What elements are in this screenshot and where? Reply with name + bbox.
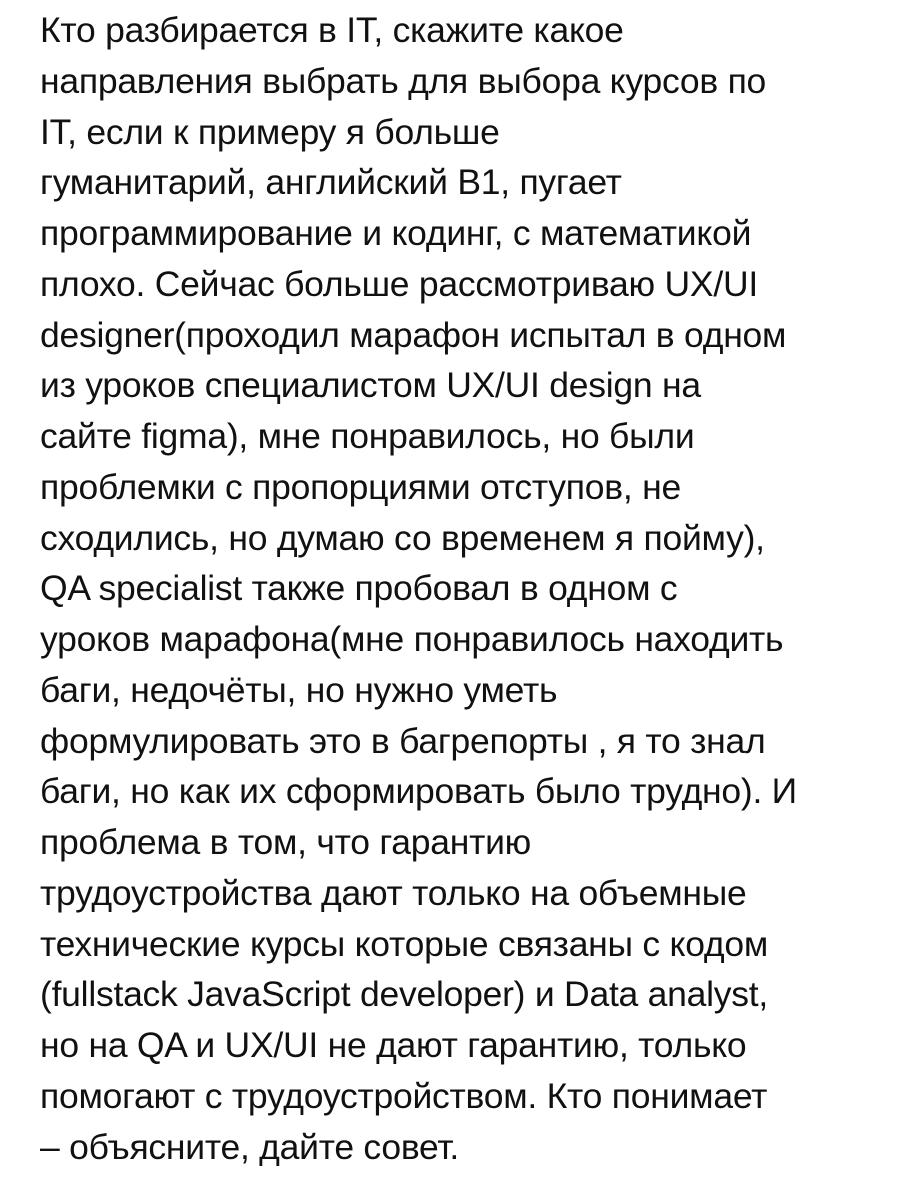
- text-line: сайте figma), мне понравилось, но были: [40, 416, 695, 456]
- post-text: [40, 0, 919, 1172]
- text-line: QA specialist также пробовал в одном с: [40, 568, 678, 609]
- text-line: (fullstack JavaScript developer) и Data analyst,: [40, 974, 769, 1015]
- text-line: направления выбрать для выбора курсов по: [40, 60, 767, 101]
- text-line: технические курсы которые связаны с кодом: [40, 923, 769, 964]
- text-line: формулировать это в багрепорты , я то знал: [40, 720, 766, 761]
- text-line: сходились, но думаю со временем я пойму),: [40, 517, 765, 558]
- text-line: проблема в том, что гарантию: [40, 822, 532, 862]
- text-line: проблемки с пропорциями отступов, не: [40, 466, 681, 507]
- text-line: баги, недочёты, но нужно уметь: [40, 669, 558, 710]
- text-line: Кто разбирается в IT, скажите какое: [40, 10, 624, 50]
- text-line: уроков марафона(мне понравилось находить: [40, 619, 784, 659]
- text-line: гуманитарий, английский B1, пугает: [40, 162, 622, 203]
- text-line: трудоустройства дают только на объемные: [40, 872, 747, 913]
- text-line: плохо. Сейчас больше рассмотриваю UX/UI: [40, 263, 758, 304]
- text-line: IT, если к примеру я больше: [40, 111, 500, 152]
- text-line: но на QA и UX/UI не дают гарантию, только: [40, 1025, 747, 1065]
- text-line: баги, но как их сформировать было трудно). И: [40, 771, 797, 812]
- text-line: – объясните, дайте совет.: [40, 1126, 460, 1167]
- text-line: из уроков специалистом UX/UI design на: [40, 365, 701, 406]
- text-line: программирование и кодинг, с математикой: [40, 213, 752, 253]
- text-line: designer(проходил марафон испытал в одном: [40, 314, 787, 355]
- text-line: помогают с трудоустройством. Кто понимает: [40, 1075, 768, 1116]
